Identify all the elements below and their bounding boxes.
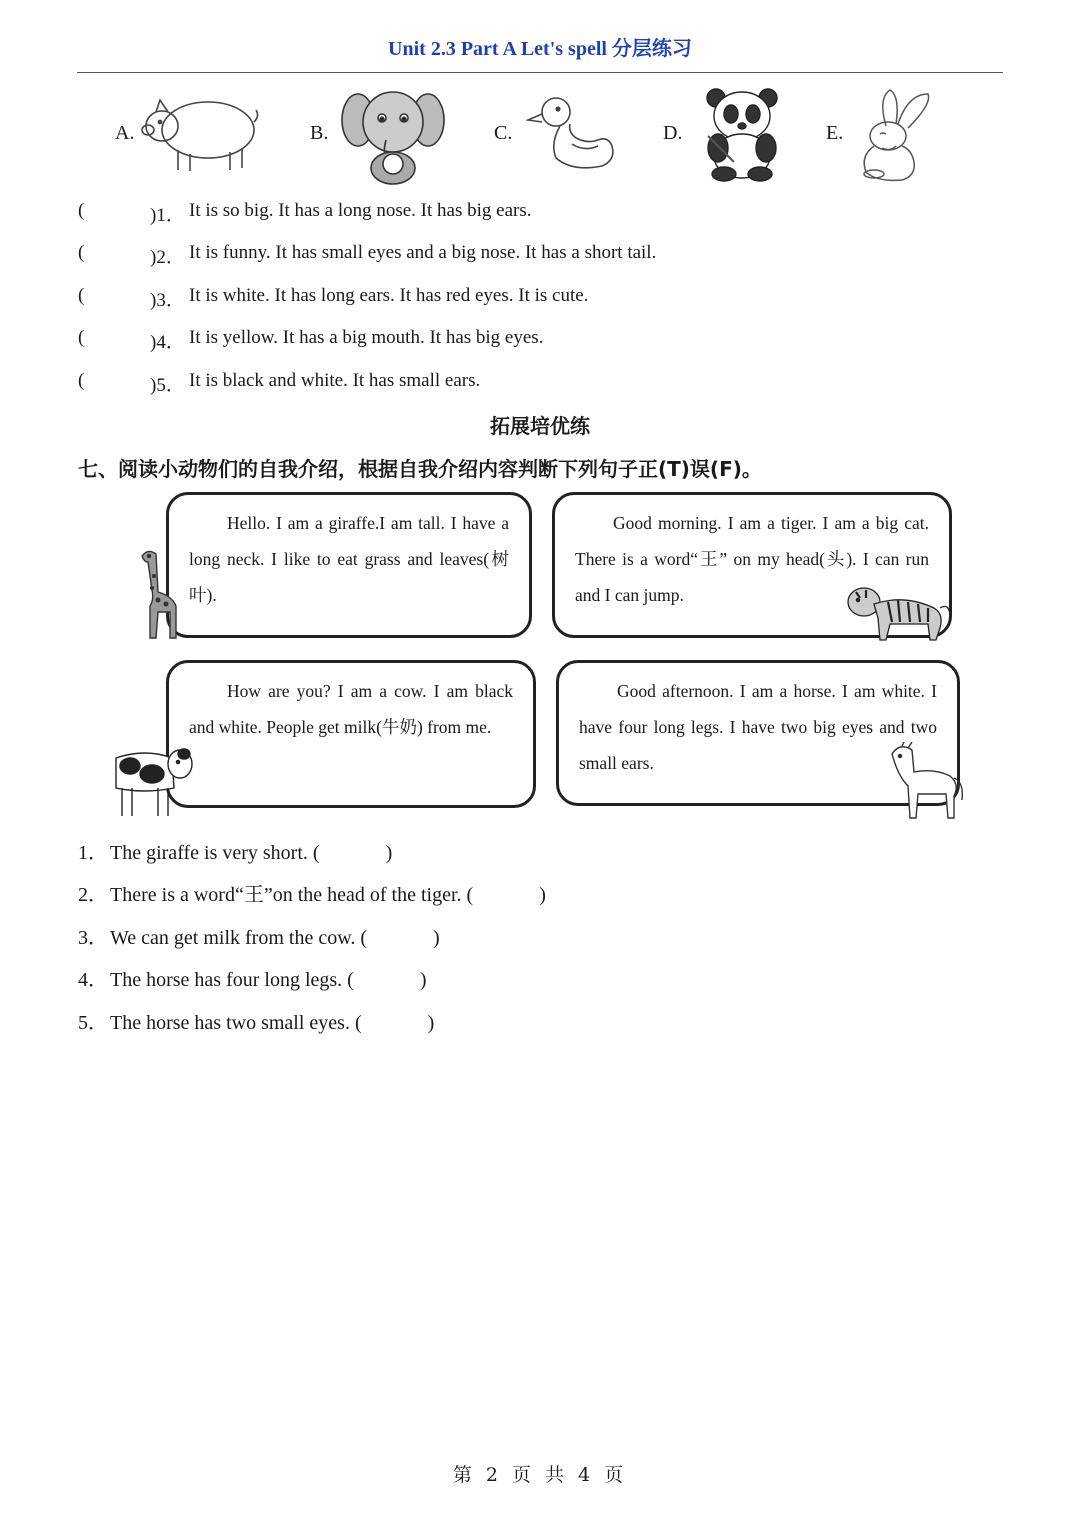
item-text: The horse has two small eyes. (: [110, 1012, 362, 1034]
card-text: Hello. I am a giraffe.I am tall. I have a long neck. I like to eat grass and leaves(树叶).: [189, 513, 509, 605]
answer-blank[interactable]: (: [78, 285, 85, 306]
card-text: Good afternoon. I am a horse. I am white. I have four long legs. I have two big eyes and two small ears.: [579, 681, 937, 773]
close-paren: ): [419, 969, 427, 991]
rabbit-icon: [852, 86, 938, 182]
answer-blank[interactable]: (: [78, 200, 85, 221]
answer-blank[interactable]: (: [78, 327, 85, 348]
header-divider: [77, 72, 1003, 73]
section-subtitle: 拓展培优练: [490, 414, 590, 438]
section-instruction: 七、阅读小动物们的自我介绍，根据自我介绍内容判断下列句子正(T)误(F)。: [78, 457, 762, 481]
panda-icon: [698, 86, 788, 182]
horse-icon: [884, 742, 966, 822]
page-title: Unit 2.3 Part A Let's spell 分层练习: [388, 38, 692, 60]
item-text: It is white. It has long ears. It has red eyes. It is cute.: [189, 285, 589, 306]
duck-icon: [526, 92, 618, 176]
pig-icon: [138, 92, 262, 174]
item-number: 2．: [78, 884, 108, 906]
tf-item: [78, 963, 427, 992]
picture-label-d: D.: [663, 122, 683, 144]
tf-item: [78, 921, 440, 950]
item-number: 4．: [78, 969, 108, 991]
tf-item: [78, 878, 546, 907]
close-paren: ): [539, 884, 546, 906]
item-text: There is a word“王”on the head of the tiger. (: [110, 884, 474, 906]
item-number: 1．: [78, 842, 108, 864]
page-number: 第 2 页 共 4 页: [452, 1464, 628, 1486]
card-text: Good morning. I am a tiger. I am a big cat. There is a word“王” on my head(头). I can run and I can jump.: [575, 513, 929, 605]
item-text: We can get milk from the cow. (: [110, 927, 368, 949]
cow-card: [166, 660, 536, 808]
item-number: )1．: [150, 205, 185, 226]
tf-item: [78, 1006, 434, 1035]
close-paren: ): [385, 842, 393, 864]
item-text: It is so big. It has a long nose. It has big ears.: [189, 200, 532, 221]
picture-label-c: C.: [494, 122, 513, 144]
item-number: 5．: [78, 1012, 108, 1034]
item-text: The horse has four long legs. (: [110, 969, 354, 991]
answer-blank[interactable]: (: [78, 370, 85, 391]
item-number: )3．: [150, 290, 185, 311]
close-paren: ): [433, 927, 440, 949]
item-text: It is black and white. It has small ears.: [189, 370, 481, 391]
item-text: It is funny. It has small eyes and a big nose. It has a short tail.: [189, 242, 657, 263]
close-paren: ): [427, 1012, 435, 1034]
giraffe-card: [166, 492, 532, 638]
card-text: How are you? I am a cow. I am black and white. People get milk(牛奶) from me.: [189, 681, 513, 737]
answer-blank[interactable]: (: [78, 242, 85, 263]
tf-item: [78, 836, 392, 865]
elephant-icon: [340, 82, 446, 186]
tiger-icon: [844, 584, 952, 642]
item-text: The giraffe is very short. (: [110, 842, 320, 864]
giraffe-icon: [136, 546, 184, 640]
picture-label-a: A.: [115, 122, 135, 144]
item-number: )2．: [150, 247, 185, 268]
cow-icon: [108, 744, 194, 820]
item-number: 3．: [78, 927, 108, 949]
item-number: )4．: [150, 332, 185, 353]
item-number: )5．: [150, 375, 185, 396]
picture-label-b: B.: [310, 122, 329, 144]
item-text: It is yellow. It has a big mouth. It has big eyes.: [189, 327, 544, 348]
picture-label-e: E.: [826, 122, 844, 144]
